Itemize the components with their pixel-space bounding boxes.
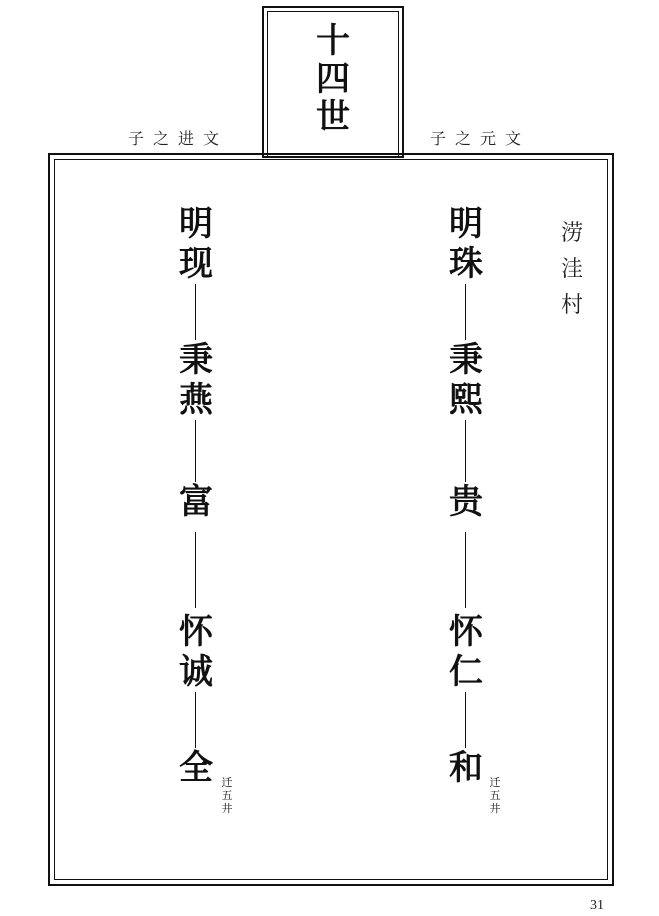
name-char: 珠	[449, 244, 483, 284]
place-char: 洼	[560, 257, 583, 282]
lineage-line	[465, 692, 466, 748]
place-name	[558, 216, 586, 324]
note-char: 五	[221, 789, 233, 802]
person-name	[436, 612, 496, 692]
name-char: 富	[179, 482, 213, 522]
name-char: 秉	[179, 340, 213, 380]
lineage-line	[195, 420, 196, 482]
name-char: 怀	[449, 612, 483, 652]
name-char: 全	[179, 748, 213, 788]
migration-note-left	[220, 776, 234, 815]
person-name	[166, 748, 226, 788]
generation-char: 世	[316, 97, 350, 137]
note-char: 迁	[221, 776, 233, 789]
name-char: 贵	[449, 482, 483, 522]
lineage-line	[195, 284, 196, 340]
name-char: 仁	[449, 652, 483, 692]
generation-title-box	[262, 6, 404, 158]
lineage-line	[465, 420, 466, 482]
generation-char: 十	[316, 21, 350, 61]
name-char: 明	[179, 204, 213, 244]
person-name	[436, 482, 496, 522]
person-name	[436, 748, 496, 788]
generation-title	[264, 22, 402, 136]
page-frame	[48, 153, 614, 886]
name-char: 现	[179, 244, 213, 284]
person-name	[436, 204, 496, 284]
lineage-line	[465, 532, 466, 608]
name-char: 熙	[449, 380, 483, 420]
caption-right: 子之元文	[430, 129, 531, 148]
lineage-column-right	[436, 204, 496, 804]
person-name	[166, 340, 226, 420]
place-char: 村	[560, 293, 583, 318]
caption-left: 子之进文	[128, 129, 229, 148]
page-number: 31	[590, 898, 604, 913]
person-name	[166, 482, 226, 522]
person-name	[436, 340, 496, 420]
lineage-line	[465, 284, 466, 340]
note-char: 迁	[489, 776, 501, 789]
lineage-column-left	[166, 204, 226, 804]
migration-note-right	[488, 776, 502, 815]
person-name	[166, 612, 226, 692]
name-char: 燕	[179, 380, 213, 420]
note-char: 井	[489, 802, 501, 815]
lineage-line	[195, 692, 196, 748]
note-char: 五	[489, 789, 501, 802]
name-char: 秉	[449, 340, 483, 380]
page-frame-inner	[54, 159, 608, 880]
person-name	[166, 204, 226, 284]
lineage-line	[195, 532, 196, 608]
place-char: 涝	[560, 221, 583, 246]
generation-char: 四	[316, 59, 350, 99]
note-char: 井	[221, 802, 233, 815]
name-char: 明	[449, 204, 483, 244]
name-char: 诚	[179, 652, 213, 692]
name-char: 怀	[179, 612, 213, 652]
name-char: 和	[449, 748, 483, 788]
